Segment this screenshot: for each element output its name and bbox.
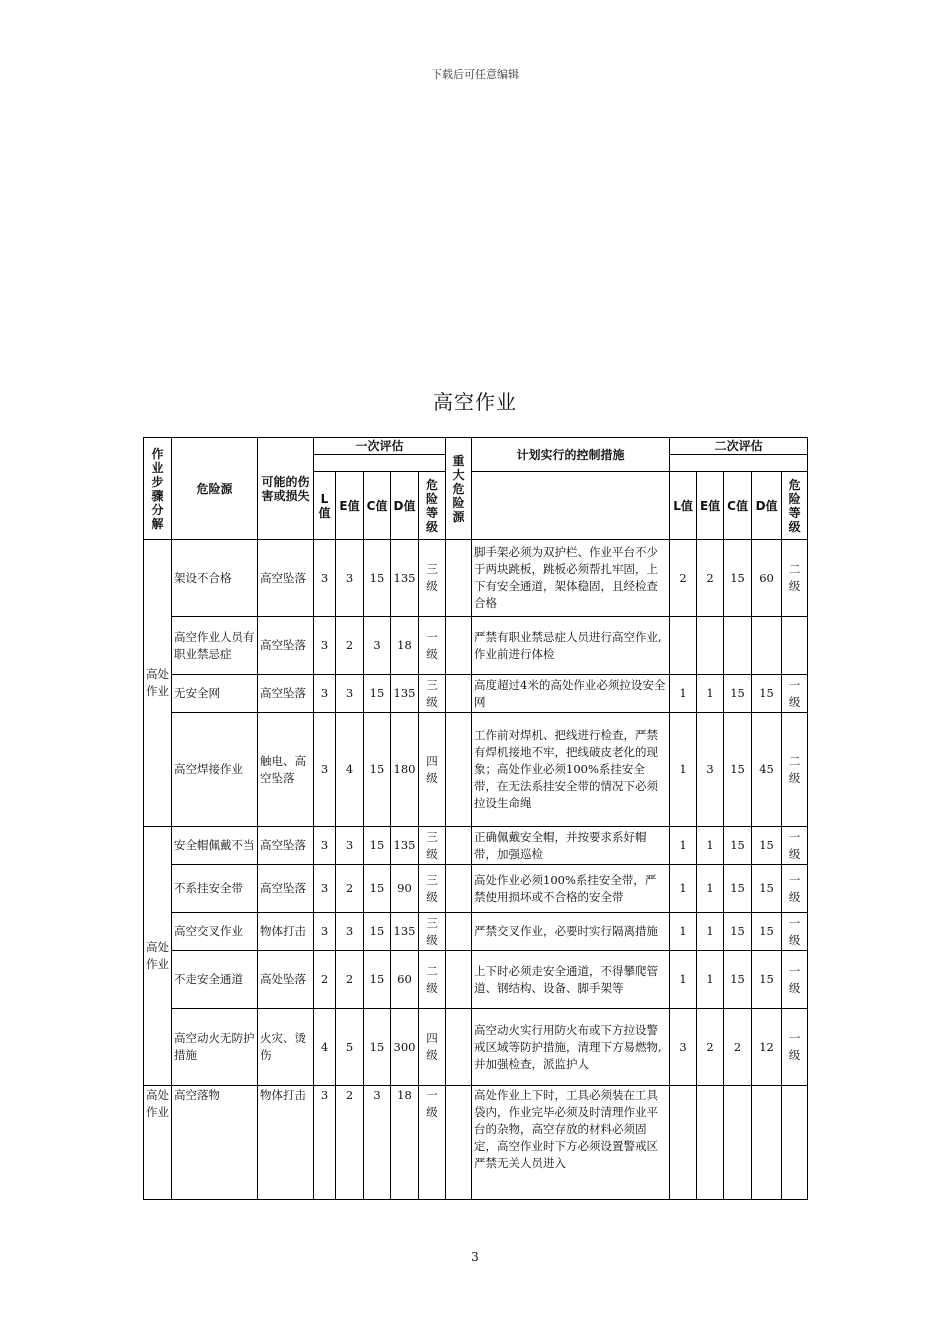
major-cell <box>446 1009 472 1086</box>
measure-cell: 严禁有职业禁忌症人员进行高空作业,作业前进行体检 <box>472 617 670 675</box>
harm-cell: 高空坠落 <box>258 617 314 675</box>
measure-cell: 工作前对焊机、把线进行检查，严禁有焊机接地不牢，把线破皮老化的现象；高处作业必须100%系挂安全带，在无法系挂安全带的情况下必须拉设生命绳 <box>472 713 670 827</box>
harm-cell: 高空坠落 <box>258 865 314 913</box>
header-e2: E值 <box>697 472 724 540</box>
value-cell-e2: 1 <box>697 951 724 1009</box>
header-e1: E值 <box>336 472 364 540</box>
value-cell-e1: 4 <box>336 713 364 827</box>
header-hazard: 危险源 <box>172 438 258 540</box>
header-d2: D值 <box>752 472 782 540</box>
table-row <box>144 827 808 865</box>
value-cell-l1: 3 <box>314 1086 336 1200</box>
value-cell-l2: 1 <box>670 951 697 1009</box>
major-cell <box>446 617 472 675</box>
value-cell-l1: 4 <box>314 1009 336 1086</box>
value-cell-l2 <box>670 617 697 675</box>
value-cell-l2: 1 <box>670 913 697 951</box>
header-d1: D值 <box>391 472 419 540</box>
value-cell-d1: 90 <box>391 865 419 913</box>
value-cell-l2: 3 <box>670 1009 697 1086</box>
value-cell-d2 <box>752 617 782 675</box>
value-cell-c1: 15 <box>364 713 391 827</box>
level-cell-2: 一级 <box>782 951 808 1009</box>
hazard-cell: 不走安全通道 <box>172 951 258 1009</box>
harm-cell: 高处坠落 <box>258 951 314 1009</box>
measure-cell: 上下时必须走安全通道，不得攀爬管道、钢结构、设备、脚手架等 <box>472 951 670 1009</box>
header-first-eval-spacer <box>314 455 446 472</box>
hazard-cell: 无安全网 <box>172 675 258 713</box>
value-cell-d2: 15 <box>752 827 782 865</box>
value-cell-d2: 15 <box>752 913 782 951</box>
value-cell-e2: 3 <box>697 713 724 827</box>
value-cell-c1: 15 <box>364 1009 391 1086</box>
value-cell-c2: 15 <box>724 913 752 951</box>
level-cell-2: 一级 <box>782 1009 808 1086</box>
header-measures: 计划实行的控制措施 <box>472 438 670 472</box>
harm-cell: 高空坠落 <box>258 675 314 713</box>
header-level2: 危险等级 <box>782 472 808 540</box>
value-cell-e2: 2 <box>697 540 724 617</box>
header-c2: C值 <box>724 472 752 540</box>
value-cell-l2: 1 <box>670 865 697 913</box>
value-cell-e1: 3 <box>336 540 364 617</box>
value-cell-d2: 15 <box>752 865 782 913</box>
measure-cell: 高空动火实行用防火布或下方拉设警戒区域等防护措施，清理下方易燃物,并加强检查，派监护人 <box>472 1009 670 1086</box>
value-cell-l1: 3 <box>314 913 336 951</box>
value-cell-l2: 1 <box>670 713 697 827</box>
value-cell-c2: 15 <box>724 865 752 913</box>
level-cell-2 <box>782 1086 808 1200</box>
value-cell-e2: 1 <box>697 865 724 913</box>
hazard-cell: 安全帽佩戴不当 <box>172 827 258 865</box>
value-cell-e1: 3 <box>336 675 364 713</box>
value-cell-e2: 1 <box>697 675 724 713</box>
value-cell-d1: 18 <box>391 617 419 675</box>
measure-cell: 高度超过4米的高处作业必须拉设安全网 <box>472 675 670 713</box>
harm-cell: 触电、高空坠落 <box>258 713 314 827</box>
value-cell-e1: 5 <box>336 1009 364 1086</box>
header-harm: 可能的伤害或损失 <box>258 438 314 540</box>
measure-cell: 脚手架必须为双护栏、作业平台不少于两块跳板，跳板必须帮扎牢固，上下有安全通道，架体稳固，且经检查合格 <box>472 540 670 617</box>
value-cell-c1: 15 <box>364 951 391 1009</box>
value-cell-l2: 2 <box>670 540 697 617</box>
value-cell-c2: 15 <box>724 951 752 1009</box>
value-cell-d2: 45 <box>752 713 782 827</box>
level-cell-2: 二级 <box>782 713 808 827</box>
table-row <box>144 675 808 713</box>
header-note: 下载后可任意编辑 <box>431 68 519 81</box>
table-row <box>144 540 808 617</box>
level-cell-1: 一级 <box>419 1086 446 1200</box>
header-c1: C值 <box>364 472 391 540</box>
table-row <box>144 913 808 951</box>
value-cell-e2: 1 <box>697 913 724 951</box>
level-cell-2 <box>782 617 808 675</box>
table-row <box>144 713 808 827</box>
harm-cell: 火灾、烫伤 <box>258 1009 314 1086</box>
header-major: 重大危险源 <box>446 438 472 540</box>
header-l2: L值 <box>670 472 697 540</box>
value-cell-e1: 2 <box>336 1086 364 1200</box>
page-title: 高空作业 <box>433 390 517 414</box>
level-cell-2: 一级 <box>782 913 808 951</box>
hazard-cell: 高空交叉作业 <box>172 913 258 951</box>
measure-cell: 严禁交叉作业，必要时实行隔离措施 <box>472 913 670 951</box>
value-cell-l1: 3 <box>314 865 336 913</box>
value-cell-d2: 12 <box>752 1009 782 1086</box>
value-cell-e2: 2 <box>697 1009 724 1086</box>
measure-cell: 正确佩戴安全帽，并按要求系好帽带，加强巡检 <box>472 827 670 865</box>
header-measures-spacer <box>472 472 670 540</box>
step-cell: 高处作业 <box>144 540 172 827</box>
value-cell-l2: 1 <box>670 675 697 713</box>
value-cell-l1: 3 <box>314 675 336 713</box>
value-cell-c1: 15 <box>364 913 391 951</box>
value-cell-l2 <box>670 1086 697 1200</box>
value-cell-c2 <box>724 617 752 675</box>
value-cell-e1: 3 <box>336 827 364 865</box>
value-cell-l1: 3 <box>314 540 336 617</box>
value-cell-l1: 3 <box>314 713 336 827</box>
value-cell-c1: 3 <box>364 1086 391 1200</box>
measure-cell: 高处作业必须100%系挂安全带，严禁使用损坏或不合格的安全带 <box>472 865 670 913</box>
level-cell-1: 三级 <box>419 827 446 865</box>
page-number: 3 <box>471 1250 479 1264</box>
table-row <box>144 951 808 1009</box>
table-row <box>144 865 808 913</box>
value-cell-c2 <box>724 1086 752 1200</box>
major-cell <box>446 675 472 713</box>
value-cell-c2: 2 <box>724 1009 752 1086</box>
harm-cell: 物体打击 <box>258 913 314 951</box>
value-cell-d2: 15 <box>752 675 782 713</box>
table-row <box>144 1086 808 1200</box>
major-cell <box>446 913 472 951</box>
table-row <box>144 617 808 675</box>
value-cell-d2: 60 <box>752 540 782 617</box>
value-cell-d1: 135 <box>391 913 419 951</box>
value-cell-c1: 15 <box>364 865 391 913</box>
harm-cell: 高空坠落 <box>258 827 314 865</box>
major-cell <box>446 540 472 617</box>
value-cell-c1: 3 <box>364 617 391 675</box>
value-cell-l1: 3 <box>314 827 336 865</box>
hazard-cell: 高空动火无防护措施 <box>172 1009 258 1086</box>
value-cell-c1: 15 <box>364 675 391 713</box>
level-cell-1: 三级 <box>419 865 446 913</box>
level-cell-2: 二级 <box>782 540 808 617</box>
major-cell <box>446 865 472 913</box>
value-cell-c2: 15 <box>724 713 752 827</box>
major-cell <box>446 1086 472 1200</box>
value-cell-l1: 3 <box>314 617 336 675</box>
hazard-cell: 高空作业人员有职业禁忌症 <box>172 617 258 675</box>
risk-assessment-table <box>143 437 808 1200</box>
level-cell-2: 一级 <box>782 865 808 913</box>
level-cell-1: 三级 <box>419 675 446 713</box>
header-first-eval: 一次评估 <box>314 438 446 455</box>
step-cell: 高处作业 <box>144 827 172 1086</box>
header-l1: L值 <box>314 472 336 540</box>
value-cell-e2: 1 <box>697 827 724 865</box>
value-cell-c1: 15 <box>364 827 391 865</box>
header-level1: 危险等级 <box>419 472 446 540</box>
value-cell-d1: 300 <box>391 1009 419 1086</box>
step-cell: 高处作业 <box>144 1086 172 1200</box>
hazard-cell: 架设不合格 <box>172 540 258 617</box>
value-cell-c2: 15 <box>724 827 752 865</box>
major-cell <box>446 713 472 827</box>
value-cell-d2 <box>752 1086 782 1200</box>
value-cell-d1: 60 <box>391 951 419 1009</box>
level-cell-1: 三级 <box>419 540 446 617</box>
value-cell-l2: 1 <box>670 827 697 865</box>
harm-cell: 高空坠落 <box>258 540 314 617</box>
value-cell-e1: 3 <box>336 913 364 951</box>
value-cell-c1: 15 <box>364 540 391 617</box>
measure-cell: 高处作业上下时，工具必须装在工具袋内，作业完毕必须及时清理作业平台的杂物，高空存放的材料必须固定，高空作业时下方必须设置警戒区严禁无关人员进入 <box>472 1086 670 1200</box>
value-cell-e1: 2 <box>336 617 364 675</box>
level-cell-1: 四级 <box>419 1009 446 1086</box>
table-row <box>144 1009 808 1086</box>
value-cell-e2 <box>697 1086 724 1200</box>
major-cell <box>446 951 472 1009</box>
value-cell-c2: 15 <box>724 540 752 617</box>
value-cell-d2: 15 <box>752 951 782 1009</box>
level-cell-1: 一级 <box>419 617 446 675</box>
value-cell-d1: 135 <box>391 540 419 617</box>
header-second-eval-spacer <box>670 455 808 472</box>
value-cell-d1: 180 <box>391 713 419 827</box>
hazard-cell: 高空焊接作业 <box>172 713 258 827</box>
value-cell-e1: 2 <box>336 865 364 913</box>
hazard-cell: 不系挂安全带 <box>172 865 258 913</box>
harm-cell: 物体打击 <box>258 1086 314 1200</box>
level-cell-2: 一级 <box>782 675 808 713</box>
value-cell-e2 <box>697 617 724 675</box>
level-cell-1: 三级 <box>419 913 446 951</box>
level-cell-1: 四级 <box>419 713 446 827</box>
value-cell-l1: 2 <box>314 951 336 1009</box>
level-cell-2: 一级 <box>782 827 808 865</box>
level-cell-1: 二级 <box>419 951 446 1009</box>
header-second-eval: 二次评估 <box>670 438 808 455</box>
value-cell-d1: 135 <box>391 675 419 713</box>
hazard-cell: 高空落物 <box>172 1086 258 1200</box>
value-cell-d1: 18 <box>391 1086 419 1200</box>
header-step: 作业步骤分解 <box>144 438 172 540</box>
value-cell-c2: 15 <box>724 675 752 713</box>
value-cell-e1: 2 <box>336 951 364 1009</box>
value-cell-d1: 135 <box>391 827 419 865</box>
major-cell <box>446 827 472 865</box>
